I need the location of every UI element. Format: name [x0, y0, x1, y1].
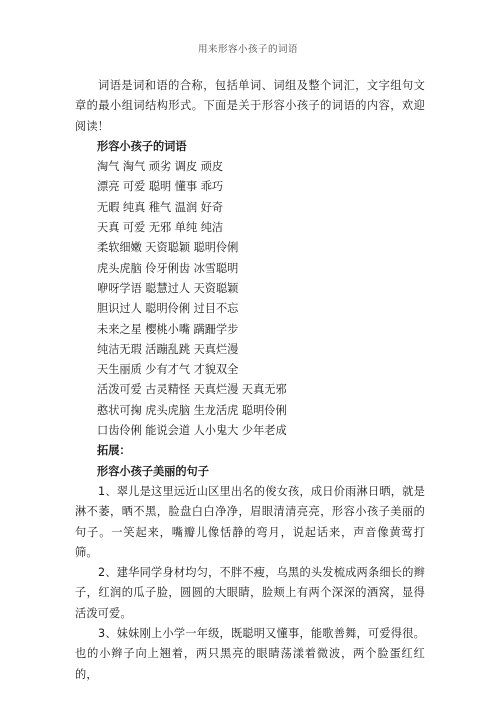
word-line: 咿呀学语 聪慧过人 天资聪颖 [97, 281, 239, 295]
word-line: 胆识过人 聪明伶俐 过目不忘 [97, 302, 239, 316]
sentence-paragraph: 1、翠儿是这里远近山区里出名的俊女孩，成日价雨淋日晒，就是淋不萎，晒不黑，脸盘白白净净，眉眼清清亮亮，形容小孩子美丽的句子。一笑起来，嘴瓣儿像恬静的弯月，说起话来，声音像黄莺打筛。 [75, 484, 425, 559]
word-line: 虎头虎脑 伶牙俐齿 冰雪聪明 [97, 261, 239, 275]
sentence-paragraph: 2、建华同学身材均匀，不胖不瘦，乌黑的头发梳成两条细长的辫子，红润的瓜子脸，圆圆的大眼睛，脸颊上有两个深深的酒窝，显得活泼可爱。 [75, 566, 425, 620]
sentence-paragraph: 3、妹妹刚上小学一年级，既聪明又懂事，能歌善舞，可爱得很。也的小辫子向上翘着，两只黑亮的眼睛荡漾着微波，两个脸蛋红红的， [75, 627, 425, 681]
word-line: 天生丽质 少有才气 才貌双全 [97, 363, 239, 377]
section-heading-sentences: 形容小孩子美丽的句子 [97, 464, 209, 478]
word-list [75, 157, 425, 441]
section-heading-words: 形容小孩子的词语 [97, 139, 187, 153]
word-line: 无暇 纯真 稚气 温润 好奇 [97, 200, 224, 214]
word-line: 柔软细嫩 天资聪颖 聪明伶俐 [97, 241, 239, 255]
intro-paragraph: 词语是词和语的合称，包括单词、词组及整个词汇，文字组句文章的最小组词结构形式。下面是关于形容小孩子的词语的内容，欢迎阅读！ [75, 79, 425, 133]
document-title: 用来形容小孩子的词语 [197, 44, 298, 55]
word-line: 口齿伶俐 能说会道 人小鬼大 少年老成 [97, 424, 287, 438]
word-line: 憨状可掬 虎头虎脑 生龙活虎 聪明伶俐 [97, 403, 287, 417]
word-line: 未来之星 樱桃小嘴 蹒跚学步 [97, 322, 239, 336]
word-line: 活泼可爱 古灵精怪 天真烂漫 天真无邪 [97, 383, 287, 397]
extension-label: 拓展： [97, 444, 131, 458]
word-line: 天真 可爱 无邪 单纯 纯洁 [97, 221, 224, 235]
document-body [75, 76, 425, 685]
word-line: 漂亮 可爱 聪明 懂事 乖巧 [97, 180, 224, 194]
word-line: 纯洁无瑕 活蹦乱跳 天真烂漫 [97, 342, 239, 356]
word-line: 淘气 淘气 顽劣 调皮 顽皮 [97, 160, 224, 174]
